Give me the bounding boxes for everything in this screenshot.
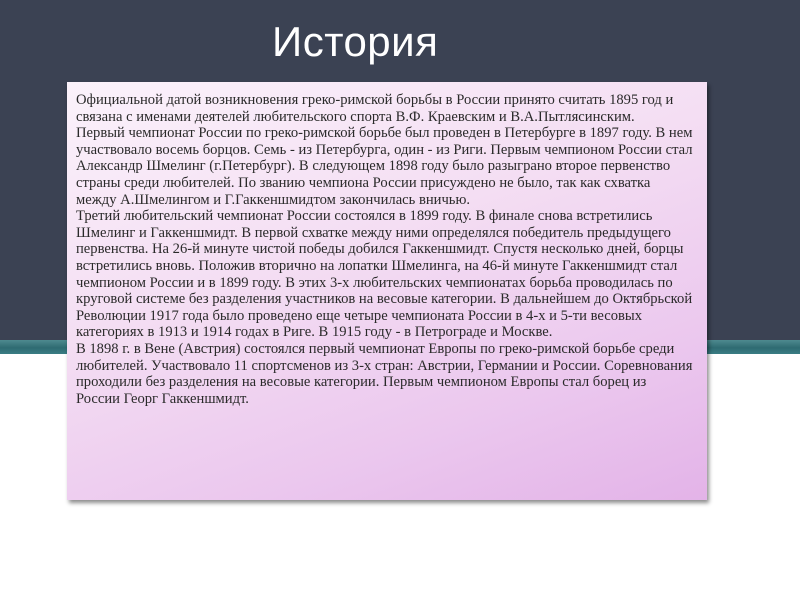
paragraph-european-championship: В 1898 г. в Вене (Австрия) состоялся первый чемпионат Европы по греко-римской борьбе среди любителей. Участвовало 11 спортсменов из 3-х стран: Австрии, Германии и России. Соревнования проходили без разделения на весовые категории. Первым чемпионом Европы стал борец из России Георг Гаккеншмидт. bbox=[76, 340, 693, 407]
paragraph-origin: Официальной датой возникновения греко-римской борьбы в России принято считать 1895 год и связана с именами деятелей любительского спорта В.Ф. Краевским и В.А.Пытлясинским. bbox=[76, 92, 674, 125]
paragraph-third-championship: Третий любительский чемпионат России состоялся в 1899 году. В финале снова встретились Шмелинг и Гаккеншмидт. В первой схватке между ними определялся победитель предыдущего первенства. На 26-й минуте чистой победы добился Гаккеншмидт. Спустя несколько дней, борцы встретились вновь. Положив вторично на лопатки Шмелинга, на 46-й минуте Гаккеншмидт стал чемпионом России и в 1899 году. В этих 3-х любительских чемпионатах борьба проводилась по круговой системе без разделения участников на весовые категории. В дальнейшем до Октябрьской Революции 1917 года было проведено еще четыре чемпионата России в 4-х и 5-ти весовых категориях в 1913 и 1914 годах в Риге. В 1915 году - в Петрограде и Москве. bbox=[76, 208, 693, 341]
slide-title: История bbox=[272, 18, 439, 65]
paragraph-first-championship: Первый чемпионат России по греко-римской борьбе был проведен в Петербурге в 1897 году. В нем участвовало восемь борцов. Семь - из Петербурга, один - из Риги. Первым чемпионом России стал Александр Шмелинг (г.Петербург). В следующем 1898 году было разыграно второе первенство страны среди любителей. По званию чемпиона России присуждено не было, так как схватка между А.Шмелингом и Г.Гаккеншмидтом закончилась вничью. bbox=[76, 125, 693, 208]
content-box bbox=[67, 82, 707, 500]
